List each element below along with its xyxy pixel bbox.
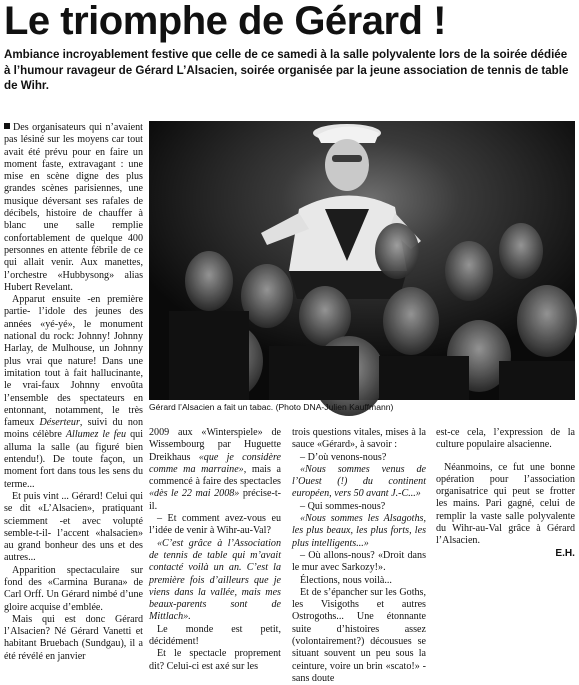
paragraph: – D’où venons-nous? (300, 451, 387, 463)
photo-caption: Gérard l’Alsacien a fait un tabac. (Photo DNA-Julien Kauffmann) (149, 402, 394, 412)
paragraph: Apparition spectaculaire sur fond des «Carmina Burana» de Carl Orff. Un Gérard nimbé d’une gloire acquise d’emblée. (4, 564, 143, 613)
paragraph: – Où allons-nous? «Droit dans le mur avec Sarkozy!». (292, 549, 426, 574)
paragraph: Et puis vint ... Gérard! Celui qui se dit «L’Alsacien», pratiquant sciemment -et avec volupté semble-t-il- l’accent «halsacien» au grand bonheur des uns et des autres... (4, 490, 143, 564)
article-column-4 (436, 427, 575, 560)
paragraph: «C’est grâce à l’Association de tennis de table qui m’avait contacté voilà un an. C’est la première fois d’ailleurs que je viens dans la vallée, mais mes beaux-parents sont de Mittlach». (149, 537, 281, 623)
paragraph: Apparut ensuite -en première partie- l’idole des jeunes des années «yé-yé», le monument national du rock: Johnny! Johnny Harlay, de Mulhouse, un Johnny plus vrai que nature! Dans une imitation tout à fait hallucinante, le vrai-faux Johnny envoûta l’ensemble des spectateurs en entonnant, notamment, le très fameux Déserteur, suivi du non moins célèbre Allumez le feu qui alluma la salle (au figuré bien entendu!). De toute façon, un moment fort dans tous les sens du terme... (4, 294, 144, 490)
article-column-3 (292, 427, 426, 685)
performer-on-stage-image (149, 121, 575, 400)
paragraph: Et de s’épancher sur les Goths, les Visigoths et autres Ostrogoths... Une étonnante suite d’histoires assez (volontairement?) décousues se situant souvent un peu sous la ceinture, voire un brin «scato!» - sans doute (292, 586, 426, 684)
headline: Le triomphe de Gérard ! (4, 0, 446, 43)
square-bullet-icon (4, 123, 10, 129)
paragraph: «Nous sommes venus de l’Ouest (!) du continent européen, vers 50 avant J.-C...» (292, 463, 426, 500)
paragraph: 2009 aux «Winterspiele» de Wissembourg par Huguette Dreikhaus «que je considère comme ma marraine», mais a commencé à faire des spectacles «dès le 22 mai 2008» précise-t-il. (149, 427, 281, 512)
paragraph: Et le spectacle proprement dit? Celui-ci est axé sur les (149, 648, 281, 672)
paragraph: «Nous sommes les Alsagoths, les plus beaux, les plus forts, les plus intelligents...» (292, 513, 426, 549)
paragraph: Des organisateurs qui n’avaient pas lésiné sur les moyens car tout avait été prévu pour en faire un moment faste, extravagant : une mise en scène digne des plus grandes scènes parisiennes, une musique déversant ses rafales de décibels, histoire de chauffer à blanc une salle remplie confortablement de quelque 400 personnes en attente fébrile de ce qui allait venir. Aux manettes, l’orchestre «Hubbysong» alias Hubert Revelant. (4, 122, 143, 293)
paragraph: – Qui sommes-nous? (300, 500, 386, 512)
lead-paragraph: Ambiance incroyablement festive que celle de ce samedi à la salle polyvalente lors de la soirée dédiée à l’humour ravageur de Gérard L’Alsacien, soirée organisée par la jeune association de tennis de table de Wihr. (4, 48, 569, 92)
article-column-1 (4, 122, 143, 663)
stage-photo (149, 121, 575, 400)
paragraph: Élections, nous voilà... (300, 574, 392, 586)
author-signature: E.H. (555, 547, 575, 559)
paragraph: – Et comment avez-vous eu l’idée de venir à Wihr-au-Val? (149, 513, 281, 537)
paragraph: Mais qui est donc Gérard l’Alsacien? Né Gérard Vanetti et habitant Bruebach (Sundgau), il a été révélé en janvier (4, 613, 143, 662)
paragraph: est-ce cela, l’expression de la culture populaire alsacienne. (436, 427, 575, 451)
paragraph: Le monde est petit, décidément! (149, 623, 281, 648)
article-column-2 (149, 427, 281, 673)
paragraph: trois questions vitales, mises à la sauce «Gérard», à savoir : (292, 427, 426, 451)
paragraph: Néanmoins, ce fut une bonne opération pour l’association organisatrice qui peut se frotter les mains. Pari gagné, celui de remplir la vaste salle polyvalente du Wihr-au-Val grâce à Gérard l’Alsacien. (436, 461, 575, 547)
